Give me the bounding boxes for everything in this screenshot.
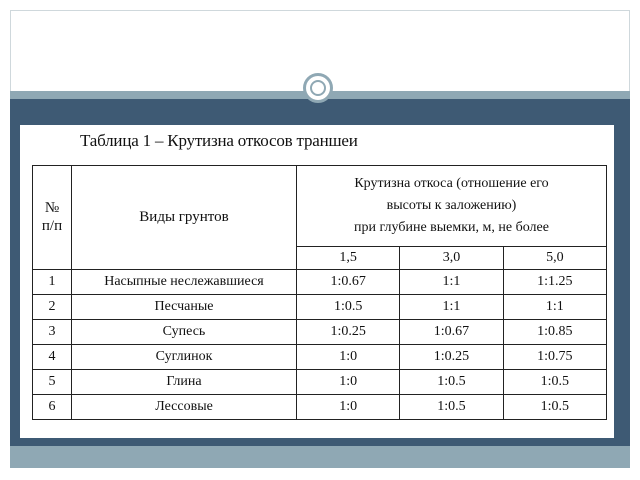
- row-value-1: 1:0.5: [297, 295, 400, 320]
- header-slope: Крутизна откоса (отношение его высоты к заложению) при глубине выемки, м, не более: [297, 166, 607, 247]
- row-soil: Супесь: [72, 320, 297, 345]
- row-value-2: 1:0.5: [400, 395, 503, 420]
- header-number: № п/п: [33, 166, 72, 270]
- table-title: Таблица 1 – Крутизна откосов траншеи: [80, 131, 358, 150]
- slide-footer-band: [10, 446, 630, 468]
- row-value-3: 1:1: [503, 295, 606, 320]
- table-row: [33, 395, 607, 420]
- row-value-3: 1:0.75: [503, 345, 606, 370]
- row-soil: Лессовые: [72, 395, 297, 420]
- row-number: 3: [33, 320, 72, 345]
- row-value-3: 1:0.85: [503, 320, 606, 345]
- row-value-2: 1:1: [400, 295, 503, 320]
- row-value-1: 1:0: [297, 370, 400, 395]
- row-value-2: 1:1: [400, 270, 503, 295]
- header-depth-3: 5,0: [503, 247, 606, 270]
- row-number: 2: [33, 295, 72, 320]
- row-value-3: 1:0.5: [503, 370, 606, 395]
- row-soil: Суглинок: [72, 345, 297, 370]
- table-row: [33, 345, 607, 370]
- table-row: [33, 370, 607, 395]
- row-value-2: 1:0.5: [400, 370, 503, 395]
- row-soil: Песчаные: [72, 295, 297, 320]
- header-soil-type: Виды грунтов: [72, 166, 297, 270]
- header-depth-1: 1,5: [297, 247, 400, 270]
- row-number: 1: [33, 270, 72, 295]
- table-row: [33, 320, 607, 345]
- header-depth-2: 3,0: [400, 247, 503, 270]
- decorative-circle-icon: [303, 73, 333, 103]
- slope-table: [32, 165, 607, 420]
- row-value-2: 1:0.67: [400, 320, 503, 345]
- row-number: 4: [33, 345, 72, 370]
- row-value-1: 1:0.67: [297, 270, 400, 295]
- row-value-2: 1:0.25: [400, 345, 503, 370]
- row-soil: Глина: [72, 370, 297, 395]
- row-value-1: 1:0.25: [297, 320, 400, 345]
- row-soil: Насыпные неслежавшиеся: [72, 270, 297, 295]
- row-value-3: 1:1.25: [503, 270, 606, 295]
- row-value-1: 1:0: [297, 345, 400, 370]
- row-number: 5: [33, 370, 72, 395]
- table-row: [33, 295, 607, 320]
- row-number: 6: [33, 395, 72, 420]
- table-row: [33, 270, 607, 295]
- row-value-1: 1:0: [297, 395, 400, 420]
- row-value-3: 1:0.5: [503, 395, 606, 420]
